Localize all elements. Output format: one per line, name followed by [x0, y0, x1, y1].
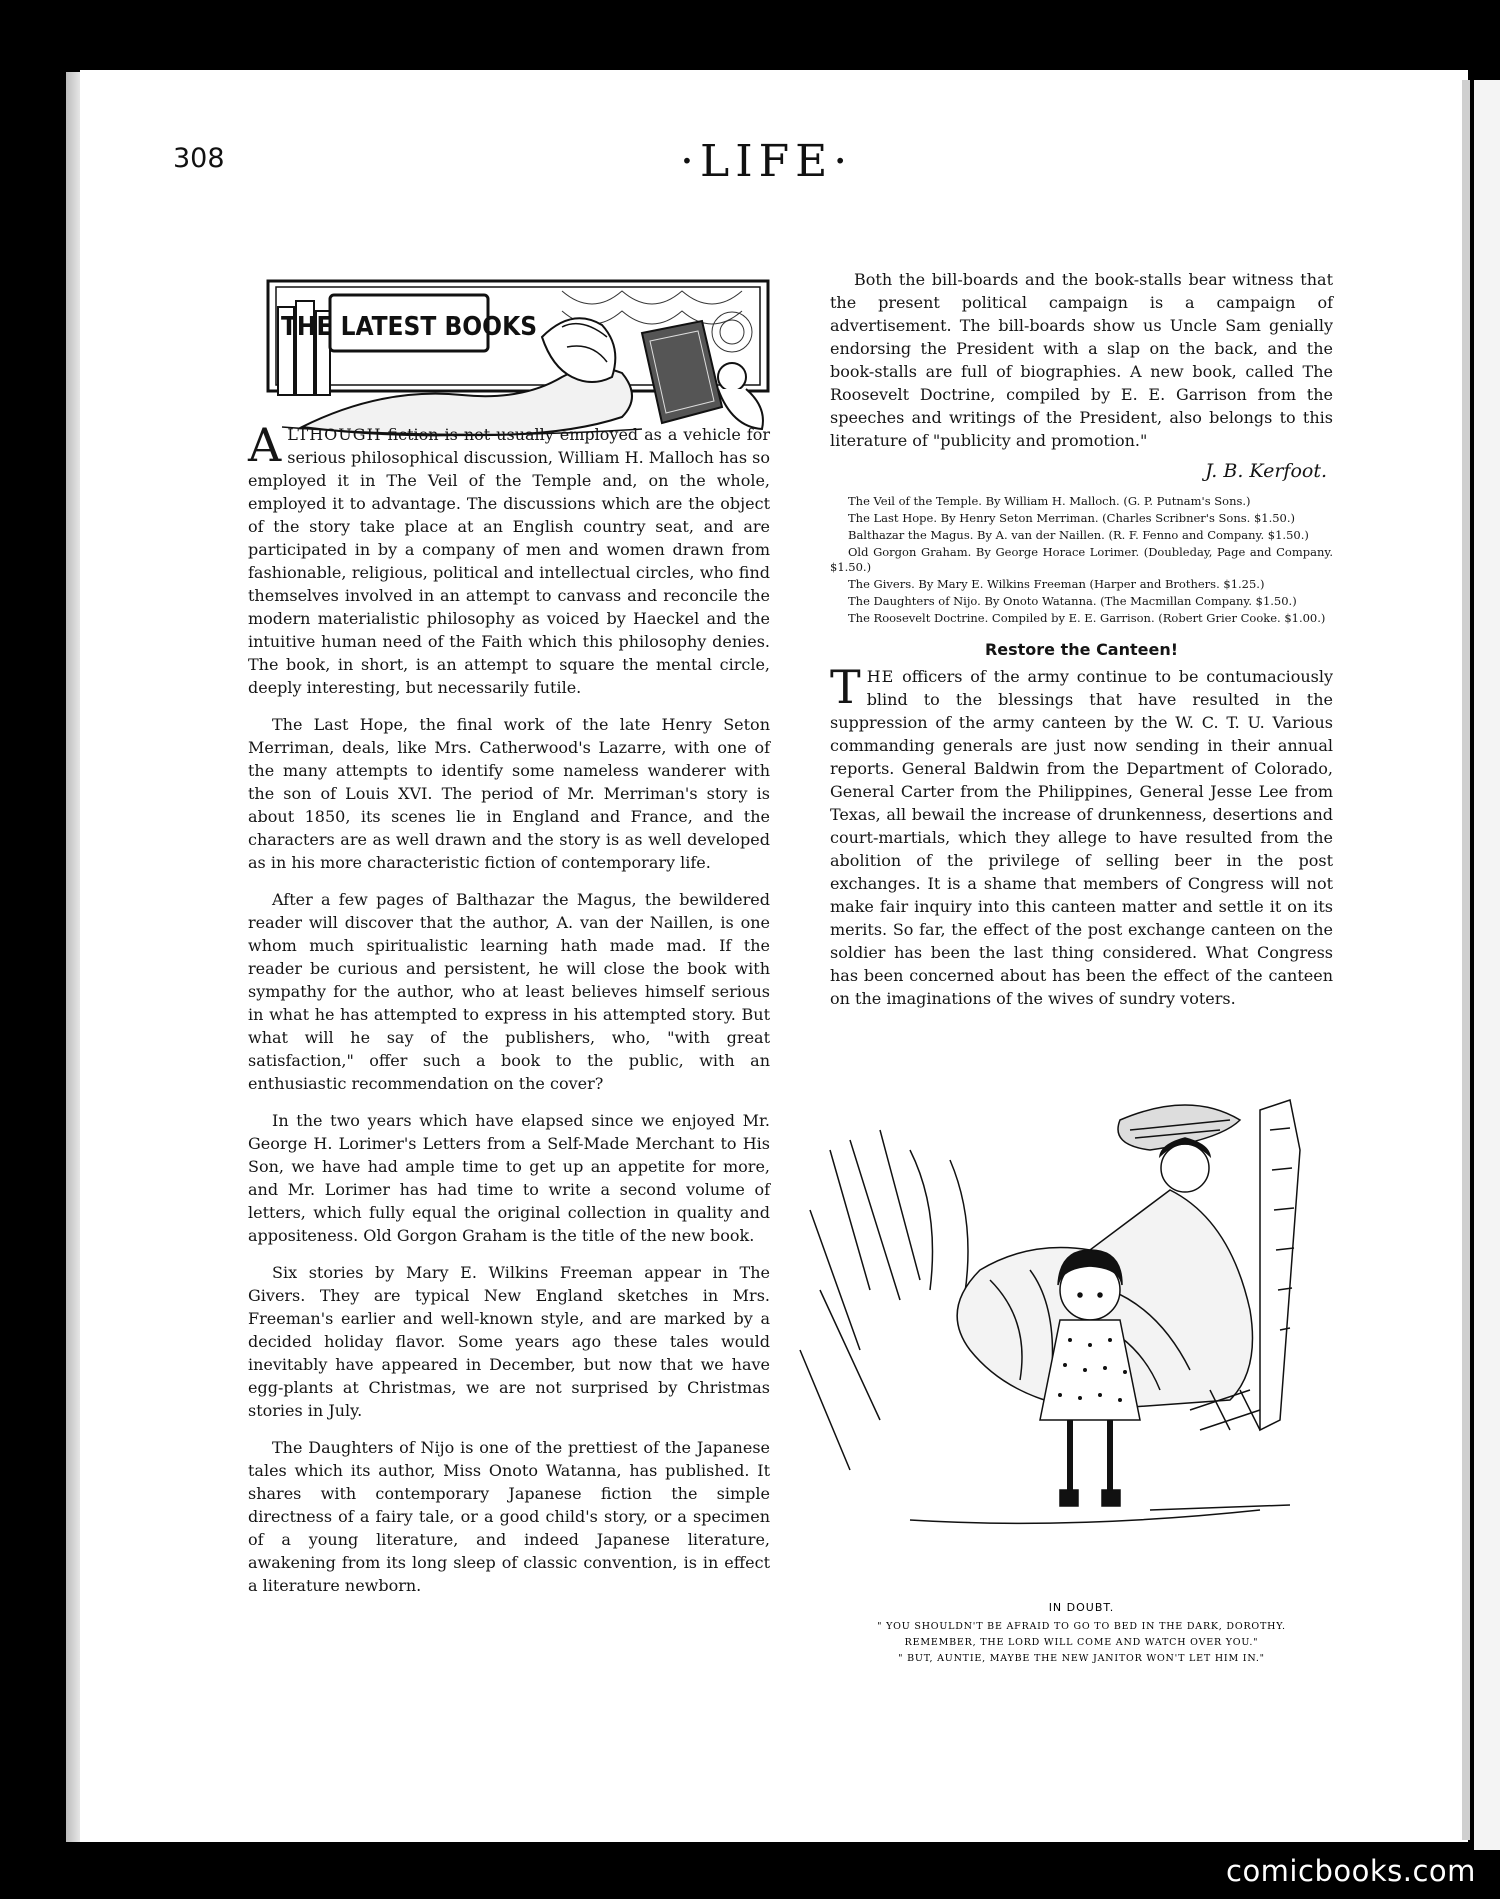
masthead-title: ·LIFE· — [680, 136, 854, 187]
cartoon-caption-line: REMEMBER, THE LORD WILL COME AND WATCH OVER YOU." — [904, 1637, 1259, 1648]
author-signature: J. B. Kerfoot. — [1205, 460, 1327, 482]
site-watermark: comicbooks.com — [1226, 1854, 1476, 1888]
next-page-edge — [1474, 80, 1500, 1850]
right-column — [830, 268, 1333, 1024]
page-number: 308 — [173, 143, 225, 174]
book-reference: Balthazar the Magus. By A. van der Naillen. (R. F. Fenno and Company. $1.50.) — [848, 528, 1309, 542]
book-reference: The Givers. By Mary E. Wilkins Freeman (Harper and Brothers. $1.25.) — [848, 577, 1265, 591]
book-references — [830, 494, 1333, 626]
page-left-edge — [66, 72, 80, 1842]
book-reference: The Daughters of Nijo. By Onoto Watanna. (The Macmillan Company. $1.50.) — [848, 594, 1297, 608]
paragraph-balthazar: After a few pages of Balthazar the Magus, the bewildered reader will discover that the author, A. van der Naillen, is one whom much spiritualistic learning hath made mad. If the reader be curious and persistent, he will close the book with sympathy for the author, who at least believes himself serious in what he has attempted to express in his attempted story. But what will he say of the publishers, who, "with great satisfaction," offer such a book to the public, with an enthusiastic recommendation on the cover? — [248, 890, 770, 1093]
paragraph-last-hope: The Last Hope, the final work of the late Henry Seton Merriman, deals, like Mrs. Catherwood's Lazarre, with one of the many attempts to identify some nameless wanderer with the son of Louis XVI. The period of Mr. Merriman's story is about 1850, its scenes lie in England and France, and the characters are as well drawn and the story is as well developed as in his more characteristic fiction of contemporary life. — [248, 715, 770, 872]
page-right-edge — [1462, 80, 1470, 1840]
book-reference: The Veil of the Temple. By William H. Malloch. (G. P. Putnam's Sons.) — [848, 494, 1251, 508]
paragraph-bill-boards: Both the bill-boards and the book-stalls bear witness that the present political campaign is a campaign of advertisement. The bill-boards show us Uncle Sam genially endorsing the President with a slap on the back, and the book-stalls are full of biographies. A new book, called The Roosevelt Doctrine, compiled by E. E. Garrison from the speeches and writings of the President, also belongs to this literature of "publicity and promotion." — [830, 270, 1333, 450]
header-art-title: THE LATEST BOOKS — [280, 312, 538, 342]
paragraph-givers: Six stories by Mary E. Wilkins Freeman appear in The Givers. They are typical New England sketches in Mrs. Freeman's earlier and well-known style, and are marked by a decided holiday flavor. Some years ago these tales would inevitably have appeared in December, but now that we have egg-plants at Christmas, we are not surprised by Christmas stories in July. — [248, 1263, 770, 1420]
paragraph-daughters-of-nijo: The Daughters of Nijo is one of the prettiest of the Japanese tales which its author, Miss Onoto Watanna, has published. It shares with contemporary Japanese fiction the simple directness of a fairy tale, or a good child's story, or a specimen of a young literature, and indeed Japanese literature, awakening from its long sleep of classic convention, is in effect a literature newborn. — [248, 1438, 770, 1595]
paragraph-veil-of-the-temple: ALTHOUGH fiction is not usually employed as a vehicle for serious philosophical discussion, William H. Malloch has so employed it in The Veil of the Temple and, on the whole, employed it to advantage. The discussions which are the object of the story take place at an English country seat, and are participated in by a company of men and women drawn from fashionable, religious, political and intellectual circles, who find themselves involved in an attempt to canvass and reconcile the modern materialistic philosophy as voiced by Haeckel and the intuitive human need of the Faith which this philosophy denies. The book, in short, is an attempt to square the mental circle, deeply interesting, but necessarily futile. — [248, 418, 770, 697]
in-doubt-cartoon-illustration — [790, 1090, 1350, 1580]
cartoon-caption-line: " BUT, AUNTIE, MAYBE THE NEW JANITOR WON'T LET HIM IN." — [898, 1653, 1265, 1664]
cartoon-caption-title: IN DOUBT. — [1048, 1601, 1115, 1614]
drop-cap-t: T — [830, 660, 861, 714]
latest-books-header-illustration — [262, 277, 776, 441]
drop-cap-a: A — [248, 418, 282, 472]
book-reference: The Roosevelt Doctrine. Compiled by E. E. Garrison. (Robert Grier Cooke. $1.00.) — [848, 611, 1326, 625]
paragraph-canteen: THE officers of the army continue to be contumaciously blind to the blessings that have resulted in the suppression of the army canteen by the W. C. T. U. Various commanding generals are just now sending in their annual reports. General Baldwin from the Department of Colorado, General Carter from the Philippines, General Jesse Lee from Texas, all bewail the increase of drunkenness, desertions and court-martials, which they allege to have resulted from the abolition of the privilege of selling beer in the post exchanges. It is a shame that members of Congress will not make fair inquiry into this canteen matter and settle it on its merits. So far, the effect of the post exchange canteen on the soldier has been the last thing considered. What Congress has been concerned about has been the effect of the canteen on the imaginations of the wives of sundry voters. — [830, 660, 1333, 1008]
book-reference: Old Gorgon Graham. By George Horace Lorimer. (Doubleday, Page and Company. $1.50.) — [830, 545, 1333, 574]
paragraph-lorimer: In the two years which have elapsed since we enjoyed Mr. George H. Lorimer's Letters from a Self-Made Merchant to His Son, we have had ample time to get up an appetite for more, and Mr. Lorimer has had time to write a second volume of letters, which fully equal the original collection in quality and appositeness. Old Gorgon Graham is the title of the new book. — [248, 1111, 770, 1245]
left-column — [248, 418, 770, 1611]
cartoon-caption-line: " YOU SHOULDN'T BE AFRAID TO GO TO BED IN THE DARK, DOROTHY. — [877, 1621, 1286, 1632]
book-reference: The Last Hope. By Henry Seton Merriman. (Charles Scribner's Sons. $1.50.) — [848, 511, 1296, 525]
section-heading-restore-canteen: Restore the Canteen! — [984, 640, 1179, 659]
